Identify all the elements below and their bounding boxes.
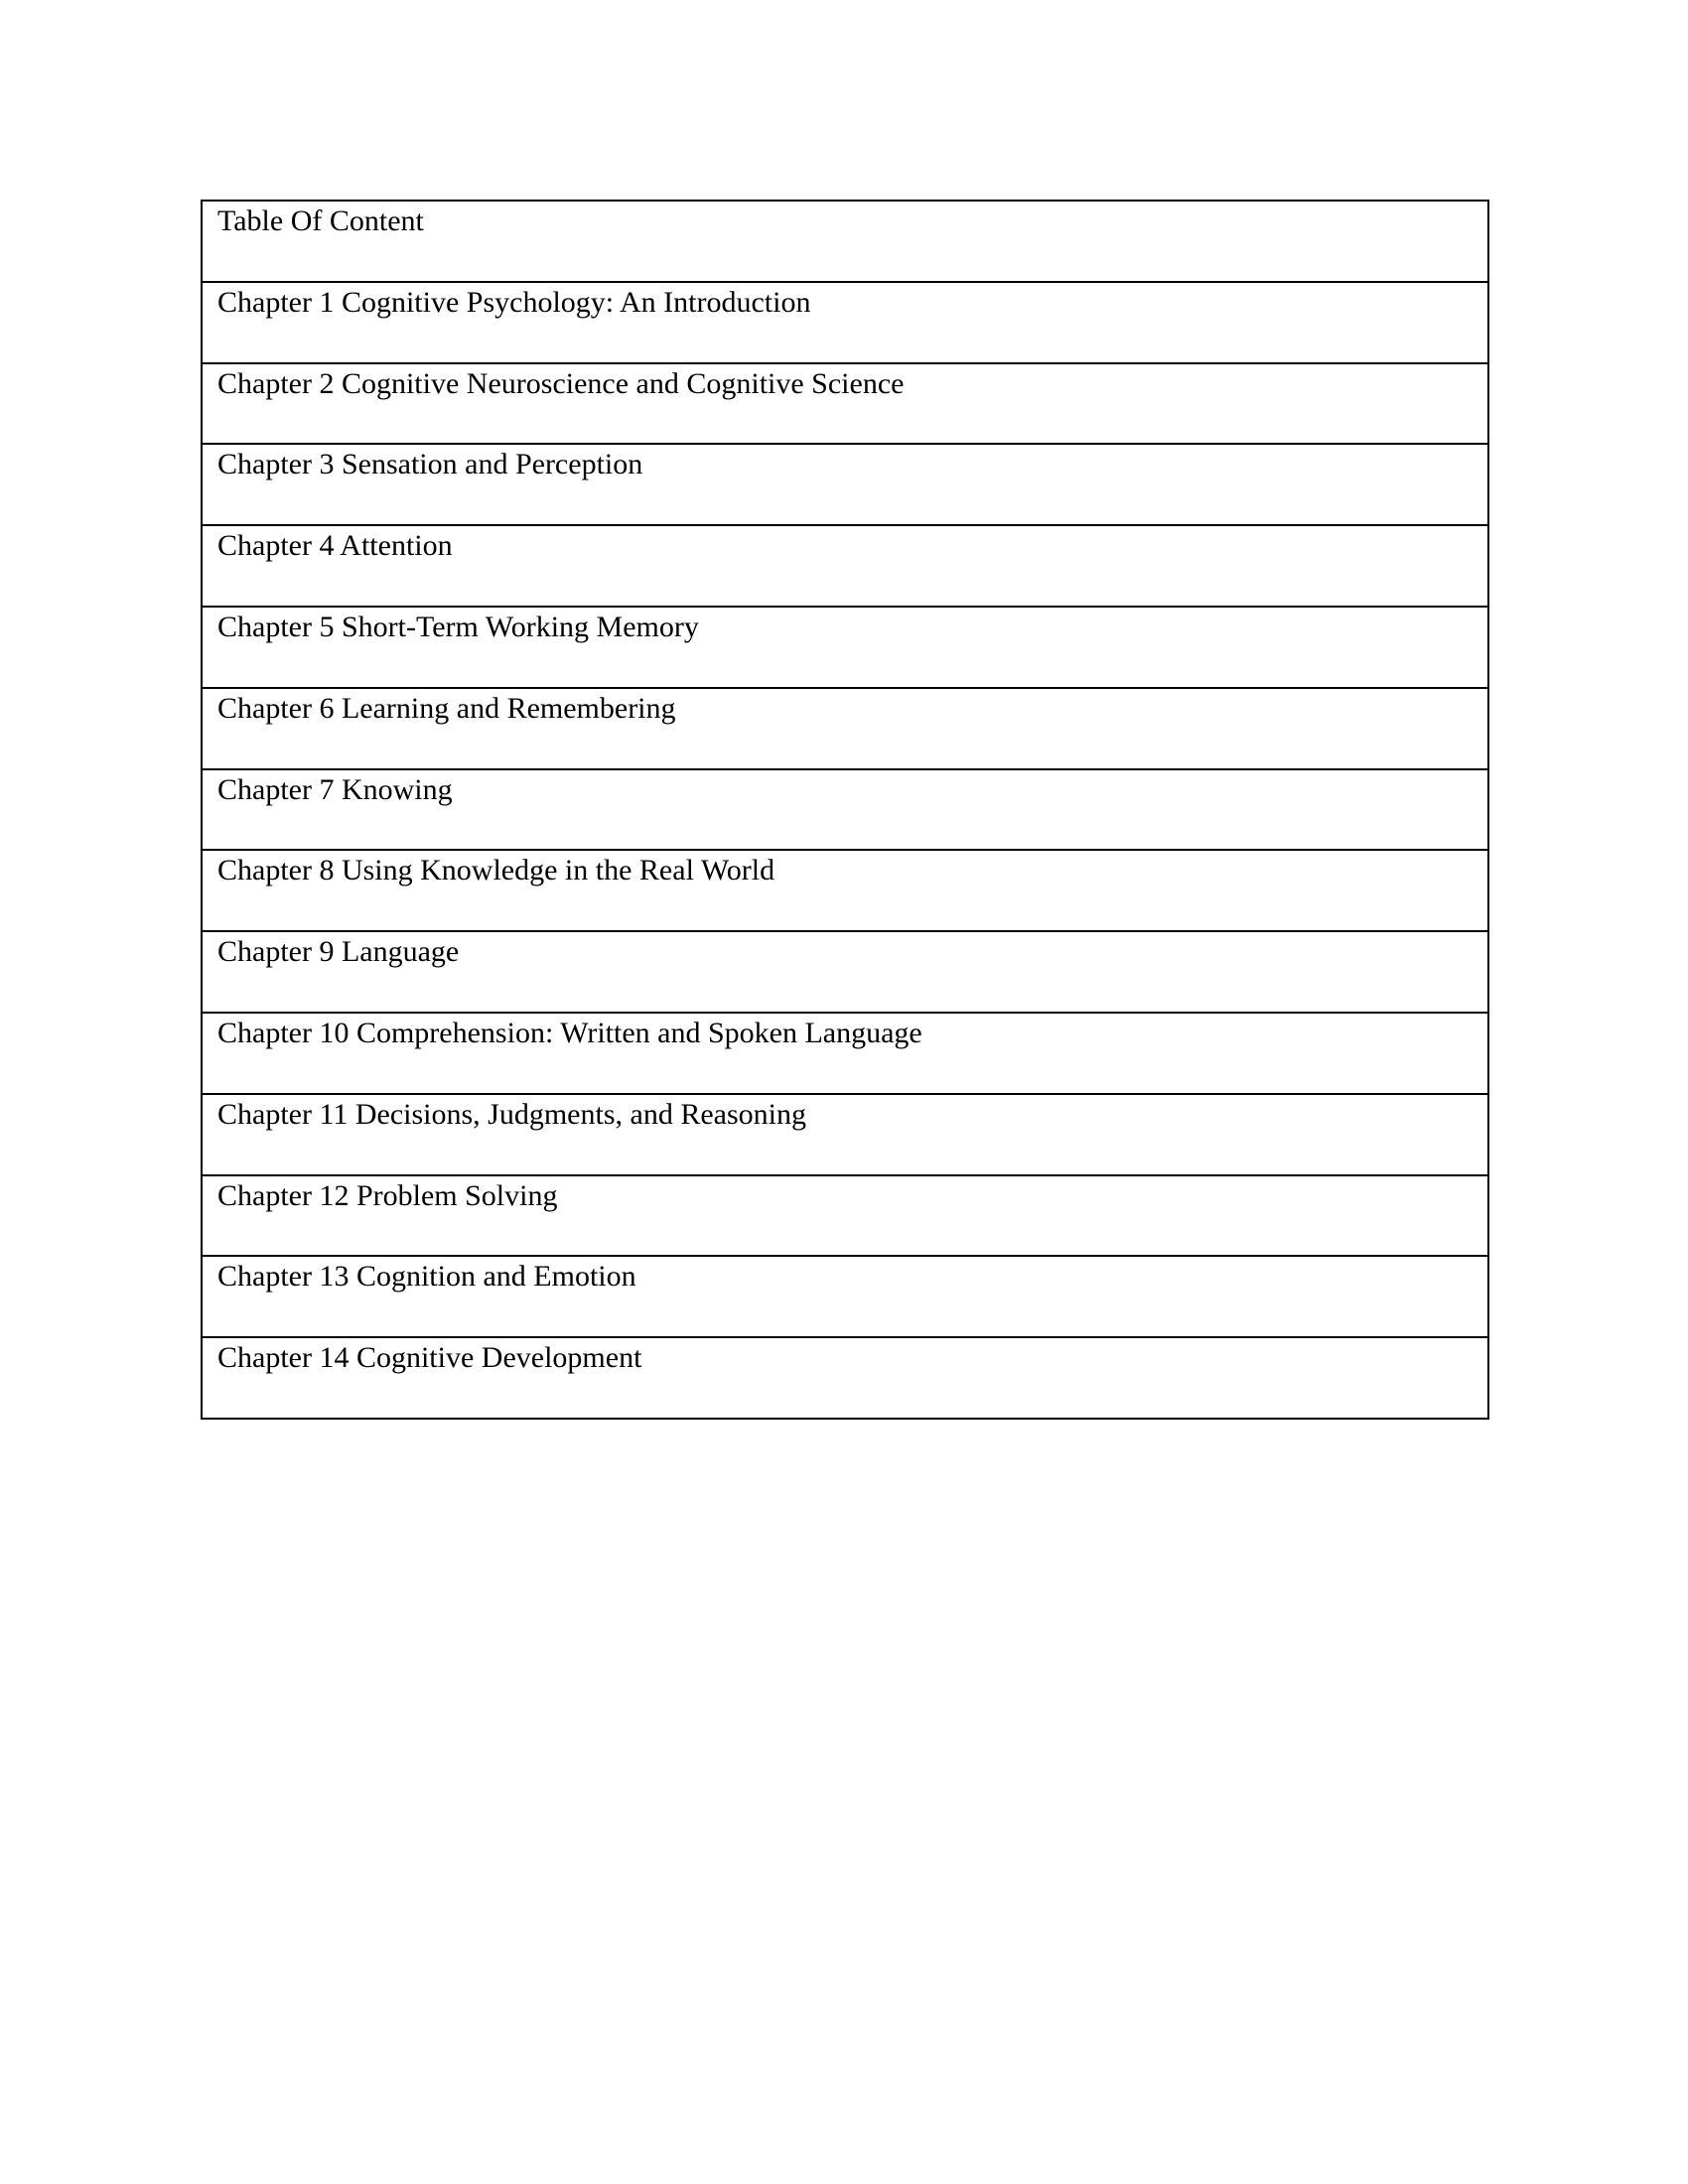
toc-row <box>202 525 1488 607</box>
toc-cell: Chapter 5 Short-Term Working Memory <box>202 607 1488 688</box>
toc-cell: Chapter 3 Sensation and Perception <box>202 444 1488 525</box>
toc-row <box>202 769 1488 851</box>
toc-row <box>202 688 1488 769</box>
toc-cell: Chapter 8 Using Knowledge in the Real World <box>202 850 1488 931</box>
toc-cell: Chapter 12 Problem Solving <box>202 1175 1488 1257</box>
toc-row <box>202 850 1488 931</box>
toc-row <box>202 1094 1488 1175</box>
toc-header-cell: Table Of Content <box>202 201 1488 282</box>
toc-row <box>202 1175 1488 1257</box>
toc-row <box>202 1013 1488 1094</box>
toc-cell: Chapter 10 Comprehension: Written and Spoken Language <box>202 1013 1488 1094</box>
toc-row <box>202 607 1488 688</box>
toc-row <box>202 1337 1488 1419</box>
toc-header-row <box>202 201 1488 282</box>
toc-cell: Chapter 7 Knowing <box>202 769 1488 851</box>
toc-row <box>202 363 1488 445</box>
toc-cell: Chapter 14 Cognitive Development <box>202 1337 1488 1419</box>
toc-row <box>202 931 1488 1013</box>
toc-cell: Chapter 13 Cognition and Emotion <box>202 1256 1488 1337</box>
toc-cell: Chapter 6 Learning and Remembering <box>202 688 1488 769</box>
toc-row <box>202 1256 1488 1337</box>
toc-cell: Chapter 2 Cognitive Neuroscience and Cognitive Science <box>202 363 1488 445</box>
table-of-contents <box>201 200 1489 1420</box>
toc-cell: Chapter 9 Language <box>202 931 1488 1013</box>
toc-cell: Chapter 4 Attention <box>202 525 1488 607</box>
toc-row <box>202 282 1488 363</box>
toc-cell: Chapter 1 Cognitive Psychology: An Introduction <box>202 282 1488 363</box>
toc-cell: Chapter 11 Decisions, Judgments, and Reasoning <box>202 1094 1488 1175</box>
toc-row <box>202 444 1488 525</box>
